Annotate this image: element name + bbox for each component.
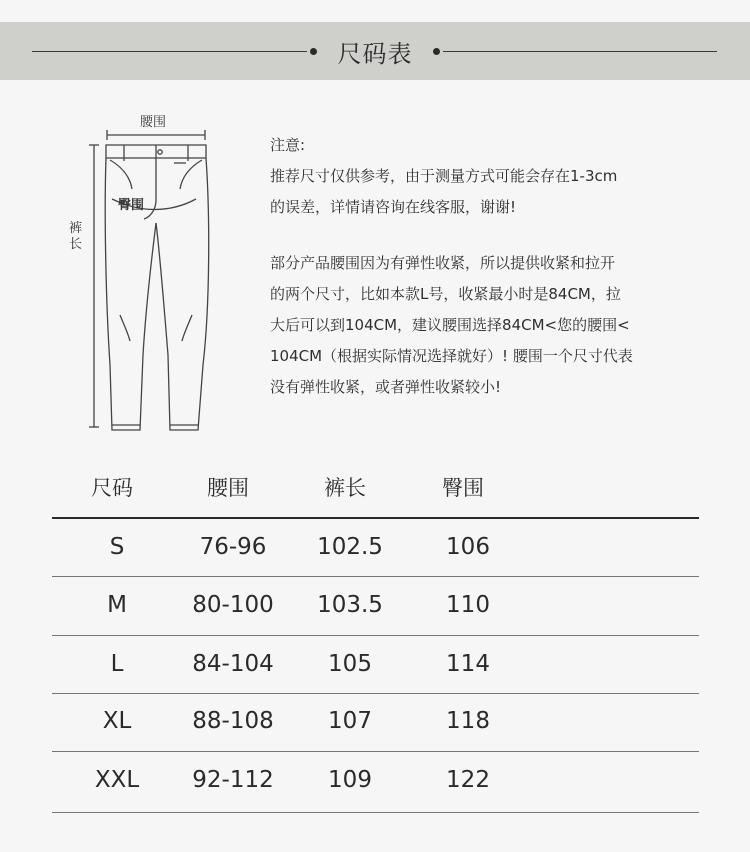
notes-line: 104CM（根据实际情况选择就好）! 腰围一个尺寸代表 bbox=[270, 347, 633, 365]
cell-length: 109 bbox=[328, 767, 372, 793]
cell-size: L bbox=[110, 651, 124, 677]
header-band bbox=[0, 22, 750, 80]
table-row bbox=[52, 636, 699, 694]
cell-size: XL bbox=[102, 708, 132, 734]
cell-length: 105 bbox=[328, 651, 372, 677]
cell-length: 103.5 bbox=[317, 592, 383, 618]
cell-hip: 118 bbox=[446, 708, 490, 734]
cell-length: 107 bbox=[328, 708, 372, 734]
table-header bbox=[52, 462, 699, 518]
size-table bbox=[52, 462, 699, 793]
table-row bbox=[52, 693, 699, 751]
cell-size: M bbox=[107, 592, 127, 618]
notes-heading: 注意: bbox=[270, 136, 306, 154]
header-dot-right bbox=[433, 48, 440, 55]
table-divider bbox=[52, 812, 699, 813]
cell-waist: 76-96 bbox=[199, 534, 267, 560]
notes-line: 的误差，详情请咨询在线客服，谢谢! bbox=[270, 198, 517, 216]
header-length: 裤长 bbox=[324, 476, 366, 500]
table-row bbox=[52, 577, 699, 635]
header-waist: 腰围 bbox=[207, 476, 249, 500]
page-title: 尺码表 bbox=[337, 40, 413, 68]
notes-line: 没有弹性收紧，或者弹性收紧较小! bbox=[270, 378, 502, 396]
cell-hip: 106 bbox=[446, 534, 490, 560]
hip-label: 臀围 bbox=[118, 198, 145, 213]
notes-line: 部分产品腰围因为有弹性收紧，所以提供收紧和拉开 bbox=[270, 254, 616, 272]
paragraph-gap bbox=[270, 223, 700, 248]
size-notes bbox=[270, 130, 700, 403]
cell-waist: 80-100 bbox=[192, 592, 274, 618]
notes-line: 推荐尺寸仅供参考，由于测量方式可能会存在1-3cm bbox=[270, 167, 618, 185]
cell-hip: 110 bbox=[446, 592, 490, 618]
table-row bbox=[52, 519, 699, 577]
pants-illustration bbox=[60, 105, 240, 440]
waist-label: 腰围 bbox=[140, 115, 167, 130]
table-row bbox=[52, 752, 699, 810]
cell-hip: 114 bbox=[446, 651, 490, 677]
cell-size: S bbox=[109, 534, 125, 560]
cell-waist: 92-112 bbox=[192, 767, 274, 793]
length-label: 裤长 bbox=[69, 221, 83, 252]
pants-diagram bbox=[60, 105, 240, 440]
cell-waist: 84-104 bbox=[192, 651, 274, 677]
notes-line: 的两个尺寸，比如本款L号，收紧最小时是84CM，拉 bbox=[270, 285, 621, 303]
cell-waist: 88-108 bbox=[192, 708, 274, 734]
header-divider-right bbox=[443, 51, 717, 52]
header-size: 尺码 bbox=[91, 476, 133, 500]
header-hip: 臀围 bbox=[442, 476, 484, 500]
cell-hip: 122 bbox=[446, 767, 490, 793]
cell-length: 102.5 bbox=[317, 534, 383, 560]
cell-size: XXL bbox=[94, 767, 140, 793]
notes-line: 大后可以到104CM，建议腰围选择84CM<您的腰围< bbox=[270, 316, 630, 334]
